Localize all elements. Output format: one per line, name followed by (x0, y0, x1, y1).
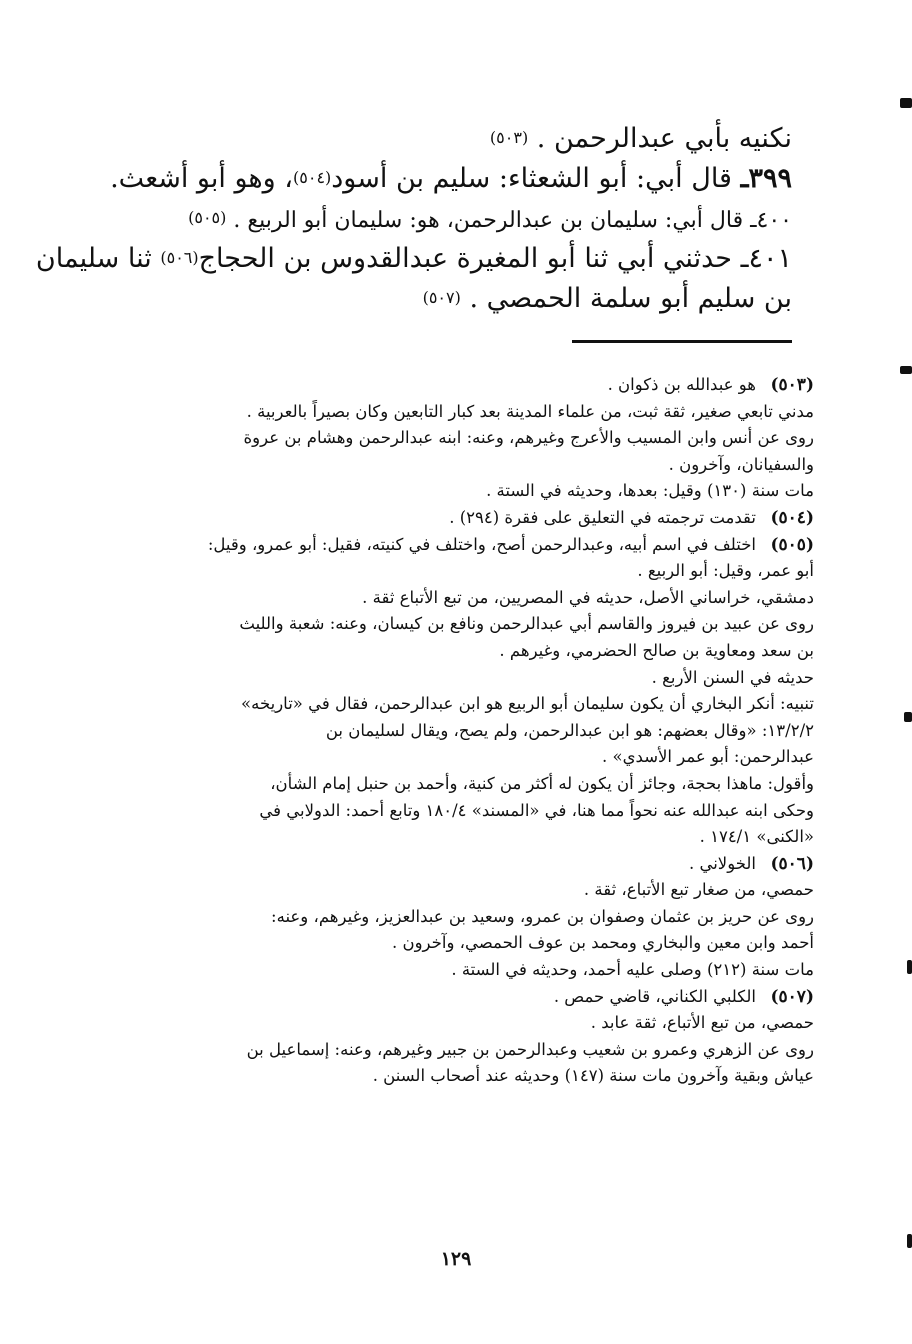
scan-edge-mark (900, 366, 912, 374)
footnote-line: وأقول: ماهذا بحجة، وجائز أن يكون له أكثر من كنية، وأحمد بن حنبل إمام الشأن، (270, 773, 814, 793)
entry-401 (35, 238, 792, 278)
entry-text: حدثني أبي ثنا أبو المغيرة عبدالقدوس بن الحجاج (198, 243, 732, 274)
entry-number: ٣٩٩ـ (740, 163, 792, 194)
footnote-ref: (٥٠٣) (489, 128, 529, 147)
footnote-line: روى عن عبيد بن فيروز والقاسم أبي عبدالرحمن ونافع بن كيسان، وعنه: شعبة والليث (239, 614, 814, 634)
footnote-ref: (٥٠٦) (160, 248, 199, 267)
footnote-line: أبو عمر، وقيل: أبو الربيع . (637, 561, 814, 581)
footnote-line: دمشقي، خراساني الأصل، حديثه في المصريين، من تبع الأتباع ثقة . (362, 587, 814, 607)
footnote-line: تقدمت ترجمته في التعليق على فقرة (٢٩٤) . (449, 507, 756, 527)
footnote-line: حمصي، من صغار تبع الأتباع، ثقة . (583, 880, 814, 900)
scan-edge-mark (907, 1234, 912, 1248)
footnote-line: حمصي، من تبع الأتباع، ثقة عابد . (590, 1013, 814, 1033)
footnote-ref: (٥٠٥) (188, 208, 227, 227)
footnote-line: الخولاني . (688, 853, 756, 873)
entry-text: ، وهو أبو أشعث. (110, 163, 293, 194)
footnote-line: وحكى ابنه عبدالله عنه نحواً مما هنا، في «المسند» ١٨٠/٤ وتابع أحمد: الدولابي في (259, 800, 814, 820)
footnote-line: «الكنى» ١٧٤/١ . (699, 827, 814, 847)
scan-edge-mark (907, 960, 912, 974)
footnote-number: (٥٠٥) (770, 534, 814, 555)
entry-400 (92, 198, 792, 238)
footnote-line: حديثه في السنن الأربع . (651, 667, 814, 687)
footnote-line: مات سنة (١٣٠) وقيل: بعدها، وحديثه في الستة . (486, 481, 814, 501)
scan-edge-mark (900, 98, 912, 108)
footnote-line: ١٣/٢/٢: «وقال بعضهم: هو ابن عبدالرحمن، ولم يصح، ويقال لسليمان بن (325, 720, 814, 740)
footnote-line: مدني تابعي صغير، ثقة ثبت، من علماء المدينة بعد كبار التابعين وكان بصيراً بالعربية . (246, 401, 814, 421)
main-text (35, 118, 792, 318)
entry-text: بن سليم أبو سلمة الحمصي . (469, 283, 792, 314)
footnote-line: بن سعد ومعاوية بن صالح الحضرمي، وغيرهم . (499, 640, 814, 660)
footnote-line: اختلف في اسم أبيه، وعبدالرحمن أصح، واختلف في كنيته، فقيل: أبو عمرو، وقيل: (207, 534, 756, 554)
footnote-line: روى عن حريز بن عثمان وصفوان بن عمرو، وسعيد بن عبدالعزيز، وغيرهم، وعنه: (271, 906, 814, 926)
footnote-line: روى عن الزهري وعمرو بن شعيب وعبدالرحمن بن جبير وغيرهم، وعنه: إسماعيل بن (246, 1039, 814, 1059)
entry-401-continued (92, 278, 792, 318)
footnote-line: الكلبي الكناني، قاضي حمص . (553, 986, 756, 1006)
footnote-ref: (٥٠٧) (422, 288, 461, 307)
footnote (114, 505, 814, 532)
footnote-number: (٥٠٣) (770, 375, 814, 395)
footnote-ref: (٥٠٤) (293, 168, 332, 187)
footnote-separator (572, 340, 792, 343)
entry-number: ٤٠١ـ (740, 243, 792, 274)
footnote-line: عياش وبقية وآخرون مات سنة (١٤٧) وحديثه عند أصحاب السنن . (372, 1066, 814, 1086)
footnote (114, 851, 814, 984)
footnote-line: تنبيه: أنكر البخاري أن يكون سليمان أبو الربيع هو ابن عبدالرحمن، فقال في «تاريخه» (241, 694, 814, 714)
page-number: ١٢٩ (440, 1248, 472, 1270)
entry-text: قال أبي: أبو الشعثاء: سليم بن أسود (331, 163, 732, 194)
footnote-line: أحمد وابن معين والبخاري ومحمد بن عوف الحمصي، وآخرون . (391, 933, 814, 953)
footnotes (114, 372, 814, 1090)
footnote-line: والسفيانان، وآخرون . (668, 454, 814, 474)
scan-edge-mark (904, 712, 912, 722)
footnote-line: مات سنة (٢١٢) وصلى عليه أحمد، وحديثه في الستة . (451, 960, 814, 980)
footnote-line: هو عبدالله بن ذكوان . (607, 375, 756, 394)
main-line-text: نكنيه بأبي عبدالرحمن . (536, 123, 792, 154)
footnote-body (114, 505, 756, 532)
footnote (114, 372, 814, 505)
entry-text: ثنا سليمان (35, 243, 161, 274)
footnote-number: (٥٠٧) (770, 986, 814, 1007)
entry-number: ٤٠٠ـ (750, 208, 792, 233)
entry-text: قال أبي: سليمان بن عبدالرحمن، هو: سليمان أبو الربيع . (233, 208, 744, 233)
main-line-1 (92, 118, 792, 158)
footnote-number: (٥٠٦) (770, 853, 814, 874)
footnote-number: (٥٠٤) (770, 507, 814, 528)
footnote (114, 984, 814, 1090)
entry-399 (92, 158, 792, 198)
footnote-line: عبدالرحمن: أبو عمر الأسدي» . (602, 747, 814, 767)
footnote-line: روى عن أنس وابن المسيب والأعرج وغيرهم، وعنه: ابنه عبدالرحمن وهشام بن عروة (243, 428, 814, 448)
footnote (114, 532, 814, 851)
